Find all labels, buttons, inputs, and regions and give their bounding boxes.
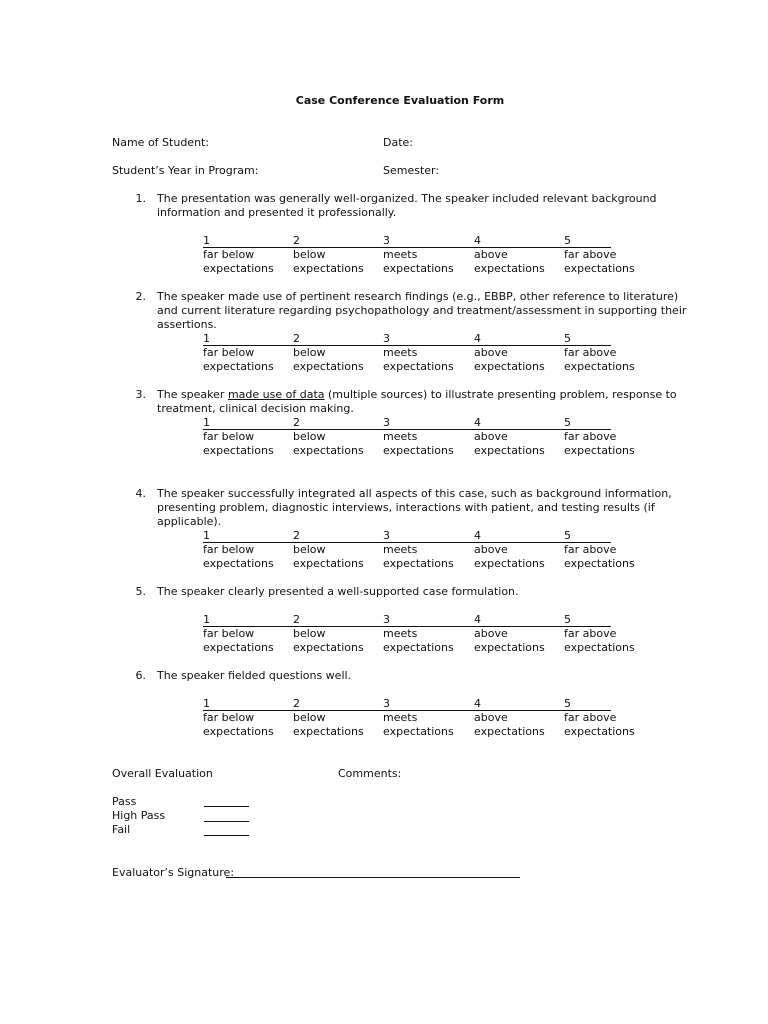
- rating-label-line1: far below: [203, 627, 255, 640]
- rating-number: 3: [383, 416, 390, 429]
- rating-option-5[interactable]: [564, 613, 654, 655]
- rating-label-line2: expectations: [564, 557, 635, 570]
- item-2-statement: The speaker made use of pertinent research findings (e.g., EBBP, other reference to literature) and current literature regarding psychopathology and treatment/assessment in supporting their assertions.: [157, 290, 687, 331]
- rating-label-line2: expectations: [474, 444, 545, 457]
- overall-evaluation-label: Overall Evaluation: [112, 767, 213, 780]
- rating-option-1[interactable]: [203, 332, 293, 374]
- item-3-text-post: (multiple sources) to illustrate presenting problem, response to treatment, clinical decision making.: [157, 388, 677, 415]
- item-6-statement: The speaker fielded questions well.: [157, 669, 352, 682]
- rating-label-line2: expectations: [474, 725, 545, 738]
- rating-option-4[interactable]: [474, 697, 564, 739]
- rating-label-line1: far above: [564, 543, 617, 556]
- rating-scale-1: [203, 234, 635, 276]
- rating-label-line1: far below: [203, 346, 255, 359]
- rating-label-line2: expectations: [564, 360, 635, 373]
- fail-label: Fail: [112, 823, 131, 836]
- pass-blank-line[interactable]: [204, 806, 249, 807]
- rating-label-line2: expectations: [293, 262, 364, 275]
- rating-number: 5: [564, 234, 571, 247]
- rating-option-3[interactable]: [383, 234, 473, 276]
- rating-label-line1: meets: [383, 248, 418, 261]
- rating-label-line2: expectations: [474, 360, 545, 373]
- rating-label-line1: meets: [383, 430, 418, 443]
- rating-label-line1: meets: [383, 627, 418, 640]
- rating-option-5[interactable]: [564, 529, 654, 571]
- rating-number: 5: [564, 529, 571, 542]
- rating-option-4[interactable]: [474, 416, 564, 458]
- rating-number: 4: [474, 234, 481, 247]
- rating-number: 3: [383, 697, 390, 710]
- rating-scale-4: [203, 529, 635, 571]
- rating-option-4[interactable]: [474, 332, 564, 374]
- rating-option-2[interactable]: [293, 697, 383, 739]
- item-5-statement: The speaker clearly presented a well-supported case formulation.: [157, 585, 519, 598]
- rating-label-line2: expectations: [203, 725, 274, 738]
- rating-label-line1: above: [474, 430, 508, 443]
- rating-option-5[interactable]: [564, 332, 654, 374]
- rating-label-line1: below: [293, 430, 326, 443]
- rating-label-line1: below: [293, 346, 326, 359]
- rating-number: 1: [203, 529, 210, 542]
- rating-label-line2: expectations: [383, 360, 454, 373]
- item-3-number: 3.: [135, 388, 146, 401]
- rating-option-3[interactable]: [383, 613, 473, 655]
- item-3-text-underlined: made use of data: [227, 388, 325, 401]
- rating-label-line2: expectations: [293, 725, 364, 738]
- rating-label-line1: far below: [203, 430, 255, 443]
- item-5-number: 5.: [135, 585, 146, 598]
- rating-label-line2: expectations: [383, 557, 454, 570]
- rating-number: 3: [383, 332, 390, 345]
- item-1-statement: The presentation was generally well-organized. The speaker included relevant background information and presented it professionally.: [157, 192, 657, 219]
- rating-label-line1: above: [474, 543, 508, 556]
- rating-option-4[interactable]: [474, 529, 564, 571]
- rating-label-line1: far above: [564, 711, 617, 724]
- rating-label-line1: far above: [564, 627, 617, 640]
- high-pass-label: High Pass: [112, 809, 166, 822]
- year-in-program-label: Student’s Year in Program:: [112, 164, 259, 177]
- item-4-number: 4.: [135, 487, 146, 500]
- rating-option-4[interactable]: [474, 234, 564, 276]
- rating-label-line1: below: [293, 543, 326, 556]
- rating-label-line2: expectations: [203, 557, 274, 570]
- rating-number: 4: [474, 332, 481, 345]
- rating-label-line2: expectations: [564, 262, 635, 275]
- rating-scale-3: [203, 416, 635, 458]
- rating-number: 4: [474, 697, 481, 710]
- rating-label-line2: expectations: [293, 557, 364, 570]
- rating-label-line2: expectations: [564, 725, 635, 738]
- rating-label-line2: expectations: [383, 641, 454, 654]
- rating-label-line2: expectations: [293, 641, 364, 654]
- rating-option-5[interactable]: [564, 234, 654, 276]
- rating-option-2[interactable]: [293, 416, 383, 458]
- rating-number: 2: [293, 332, 300, 345]
- rating-number: 1: [203, 697, 210, 710]
- rating-number: 1: [203, 332, 210, 345]
- item-3-statement: [157, 388, 687, 416]
- rating-number: 5: [564, 613, 571, 626]
- rating-number: 1: [203, 613, 210, 626]
- rating-label-line1: below: [293, 711, 326, 724]
- rating-number: 2: [293, 416, 300, 429]
- rating-label-line1: above: [474, 627, 508, 640]
- page-title: Case Conference Evaluation Form: [295, 94, 505, 107]
- rating-number: 4: [474, 613, 481, 626]
- item-2-number: 2.: [135, 290, 146, 303]
- item-6-number: 6.: [135, 669, 146, 682]
- rating-number: 1: [203, 234, 210, 247]
- rating-label-line2: expectations: [293, 360, 364, 373]
- rating-number: 2: [293, 613, 300, 626]
- rating-number: 5: [564, 416, 571, 429]
- rating-option-3[interactable]: [383, 416, 473, 458]
- evaluator-signature-label: Evaluator’s Signature:: [112, 866, 235, 879]
- rating-label-line2: expectations: [474, 557, 545, 570]
- rating-label-line1: far below: [203, 248, 255, 261]
- date-label: Date:: [383, 136, 413, 149]
- rating-label-line1: below: [293, 248, 326, 261]
- rating-number: 2: [293, 529, 300, 542]
- rating-label-line1: above: [474, 248, 508, 261]
- rating-option-2[interactable]: [293, 529, 383, 571]
- rating-option-2[interactable]: [293, 234, 383, 276]
- comments-label: Comments:: [338, 767, 402, 780]
- rating-label-line2: expectations: [203, 641, 274, 654]
- fail-blank-line[interactable]: [204, 835, 249, 836]
- rating-label-line1: meets: [383, 346, 418, 359]
- rating-label-line1: meets: [383, 543, 418, 556]
- rating-label-line1: below: [293, 627, 326, 640]
- rating-option-2[interactable]: [293, 613, 383, 655]
- rating-label-line2: expectations: [474, 262, 545, 275]
- rating-option-1[interactable]: [203, 529, 293, 571]
- rating-number: 2: [293, 234, 300, 247]
- rating-label-line2: expectations: [474, 641, 545, 654]
- rating-number: 5: [564, 697, 571, 710]
- rating-number: 2: [293, 697, 300, 710]
- rating-label-line2: expectations: [293, 444, 364, 457]
- rating-number: 3: [383, 234, 390, 247]
- rating-label-line1: meets: [383, 711, 418, 724]
- rating-option-4[interactable]: [474, 613, 564, 655]
- rating-number: 4: [474, 416, 481, 429]
- rating-scale-5: [203, 613, 635, 655]
- rating-option-5[interactable]: [564, 416, 654, 458]
- rating-option-1[interactable]: [203, 697, 293, 739]
- rating-label-line1: far above: [564, 430, 617, 443]
- high-pass-blank-line[interactable]: [204, 821, 249, 822]
- rating-option-1[interactable]: [203, 613, 293, 655]
- semester-label: Semester:: [383, 164, 440, 177]
- rating-option-1[interactable]: [203, 416, 293, 458]
- rating-scale-6: [203, 697, 635, 739]
- rating-option-1[interactable]: [203, 234, 293, 276]
- rating-option-5[interactable]: [564, 697, 654, 739]
- rating-scale-2: [203, 332, 635, 374]
- rating-label-line2: expectations: [383, 725, 454, 738]
- rating-option-3[interactable]: [383, 332, 473, 374]
- rating-option-3[interactable]: [383, 697, 473, 739]
- rating-label-line2: expectations: [203, 360, 274, 373]
- rating-label-line2: expectations: [203, 444, 274, 457]
- item-1-number: 1.: [135, 192, 146, 205]
- rating-label-line2: expectations: [564, 641, 635, 654]
- rating-label-line2: expectations: [564, 444, 635, 457]
- rating-label-line2: expectations: [383, 262, 454, 275]
- rating-option-3[interactable]: [383, 529, 473, 571]
- rating-label-line1: far above: [564, 248, 617, 261]
- rating-number: 1: [203, 416, 210, 429]
- rating-label-line1: far below: [203, 543, 255, 556]
- rating-label-line1: above: [474, 346, 508, 359]
- rating-label-line2: expectations: [203, 262, 274, 275]
- rating-label-line2: expectations: [383, 444, 454, 457]
- rating-number: 3: [383, 613, 390, 626]
- rating-label-line1: above: [474, 711, 508, 724]
- item-3-text-pre: The speaker: [157, 388, 228, 401]
- signature-line[interactable]: [226, 877, 520, 878]
- rating-number: 4: [474, 529, 481, 542]
- item-4-statement: The speaker successfully integrated all aspects of this case, such as background information, presenting problem, diagnostic interviews, interactions with patient, and testing results (if applicable).: [157, 487, 672, 528]
- rating-option-2[interactable]: [293, 332, 383, 374]
- name-of-student-label: Name of Student:: [112, 136, 210, 149]
- rating-number: 3: [383, 529, 390, 542]
- rating-label-line1: far below: [203, 711, 255, 724]
- rating-label-line1: far above: [564, 346, 617, 359]
- pass-label: Pass: [112, 795, 137, 808]
- rating-number: 5: [564, 332, 571, 345]
